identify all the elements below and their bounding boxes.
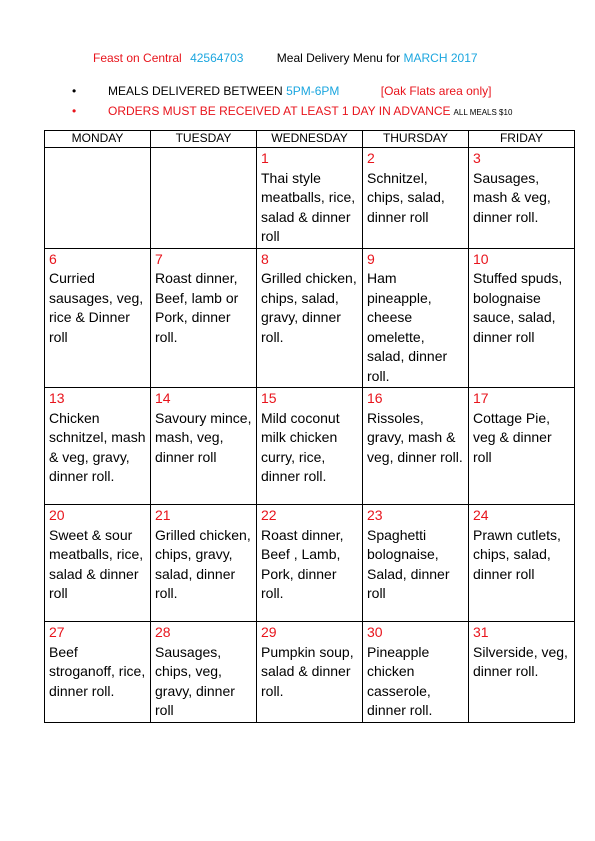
orders-text: ORDERS MUST BE RECEIVED AT LEAST 1 DAY IN ADVANCE [108,104,451,118]
day-number: 9 [367,250,375,267]
meal-description: Ham pineapple, cheese omelette, salad, dinner roll. [367,270,448,384]
day-number: 22 [261,507,277,523]
week-row [45,148,575,249]
day-cell [257,148,363,249]
day-number: 16 [367,390,383,406]
day-cell [363,622,469,723]
meal-description: Roast dinner, Beef, lamb or Pork, dinner roll. [155,270,239,345]
meal-description: Grilled chicken, chips, gravy, salad, dinner roll. [155,526,251,601]
day-number: 27 [49,624,65,640]
day-number: 13 [49,390,65,406]
meal-description: Savoury mince, mash, veg, dinner roll [155,409,252,465]
day-cell [363,148,469,249]
meal-description: Chicken schnitzel, mash & veg, gravy, dinner roll. [49,409,146,484]
meal-description: Sausages, mash & veg, dinner roll. [473,169,551,225]
meal-description: Schnitzel, chips, salad, dinner roll [367,169,445,225]
meal-description: Beef stroganoff, rice, dinner roll. [49,643,146,699]
bullet-icon: • [72,104,77,118]
weekday-header: TUESDAY [151,131,257,148]
day-cell [257,248,363,388]
weekday-header: FRIDAY [469,131,575,148]
day-number: 30 [367,624,383,640]
day-number: 21 [155,507,171,523]
day-cell [151,622,257,723]
weekday-header: THURSDAY [363,131,469,148]
weekday-header: WEDNESDAY [257,131,363,148]
meal-description: Rissoles, gravy, mash & veg, dinner roll. [367,409,463,465]
week-row [45,622,575,723]
day-number: 20 [49,507,65,523]
day-cell [151,388,257,505]
day-number: 7 [155,250,163,267]
weekday-header-row [45,131,575,148]
day-number: 29 [261,624,277,640]
delivery-area: [Oak Flats area only] [380,84,492,98]
day-cell [45,148,151,249]
day-cell [363,248,469,388]
meal-description: Sweet & sour meatballs, rice, salad & dinner roll [49,526,144,601]
day-number: 6 [49,250,57,267]
document-header [93,51,478,65]
day-number: 2 [367,150,375,166]
day-number: 3 [473,150,481,166]
day-number: 15 [261,390,277,406]
day-cell [151,148,257,249]
menu-calendar [44,130,575,723]
meal-description: Spaghetti bolognaise, Salad, dinner roll [367,526,450,601]
day-cell [45,248,151,388]
delivery-hours: 5PM-6PM [286,84,340,98]
menu-month: MARCH 2017 [403,51,478,65]
day-number: 17 [473,390,489,406]
menu-title: Meal Delivery Menu for [276,51,401,65]
day-cell [257,505,363,622]
day-number: 10 [473,250,489,267]
day-cell [45,388,151,505]
meal-description: Thai style meatballs, rice, salad & dinner roll [261,169,356,244]
meal-description: Roast dinner, Beef , Lamb, Pork, dinner roll. [261,526,344,601]
day-cell [151,505,257,622]
phone-number: 42564703 [190,51,244,65]
meal-description: Silverside, veg, dinner roll. [473,643,568,679]
bullet-icon: • [72,84,77,98]
business-name: Feast on Central [93,51,182,65]
day-number: 14 [155,390,171,406]
meal-description: Mild coconut milk chicken curry, rice, dinner roll. [261,409,340,484]
day-cell [363,388,469,505]
day-number: 8 [261,250,269,267]
day-cell [469,248,575,388]
meal-description: Cottage Pie, veg & dinner roll [473,409,552,465]
day-cell [257,388,363,505]
meal-description: Prawn cutlets, chips, salad, dinner roll [473,526,561,582]
meal-description: Stuffed spuds, bolognaise sauce, salad, dinner roll [473,270,563,345]
day-cell [469,388,575,505]
day-number: 24 [473,507,489,523]
delivery-prefix: MEALS DELIVERED BETWEEN [108,84,283,98]
day-cell [257,622,363,723]
meal-description: Pineapple chicken casserole, dinner roll. [367,643,433,718]
meal-description: Curried sausages, veg, rice & Dinner roll [49,270,144,345]
day-cell [469,622,575,723]
meal-description: Pumpkin soup, salad & dinner roll. [261,643,354,699]
day-cell [363,505,469,622]
day-cell [151,248,257,388]
day-number: 1 [261,150,269,166]
day-cell [45,622,151,723]
day-number: 31 [473,624,489,640]
day-number: 28 [155,624,171,640]
day-cell [469,505,575,622]
weekday-header: MONDAY [45,131,151,148]
day-cell [45,505,151,622]
day-number: 23 [367,507,383,523]
meal-description: Grilled chicken, chips, salad, gravy, dinner roll. [261,270,357,345]
week-row [45,248,575,388]
day-cell [469,148,575,249]
week-row [45,388,575,505]
week-row [45,505,575,622]
price-note: ALL MEALS $10 [453,108,513,117]
meal-description: Sausages, chips, veg, gravy, dinner roll [155,643,235,718]
